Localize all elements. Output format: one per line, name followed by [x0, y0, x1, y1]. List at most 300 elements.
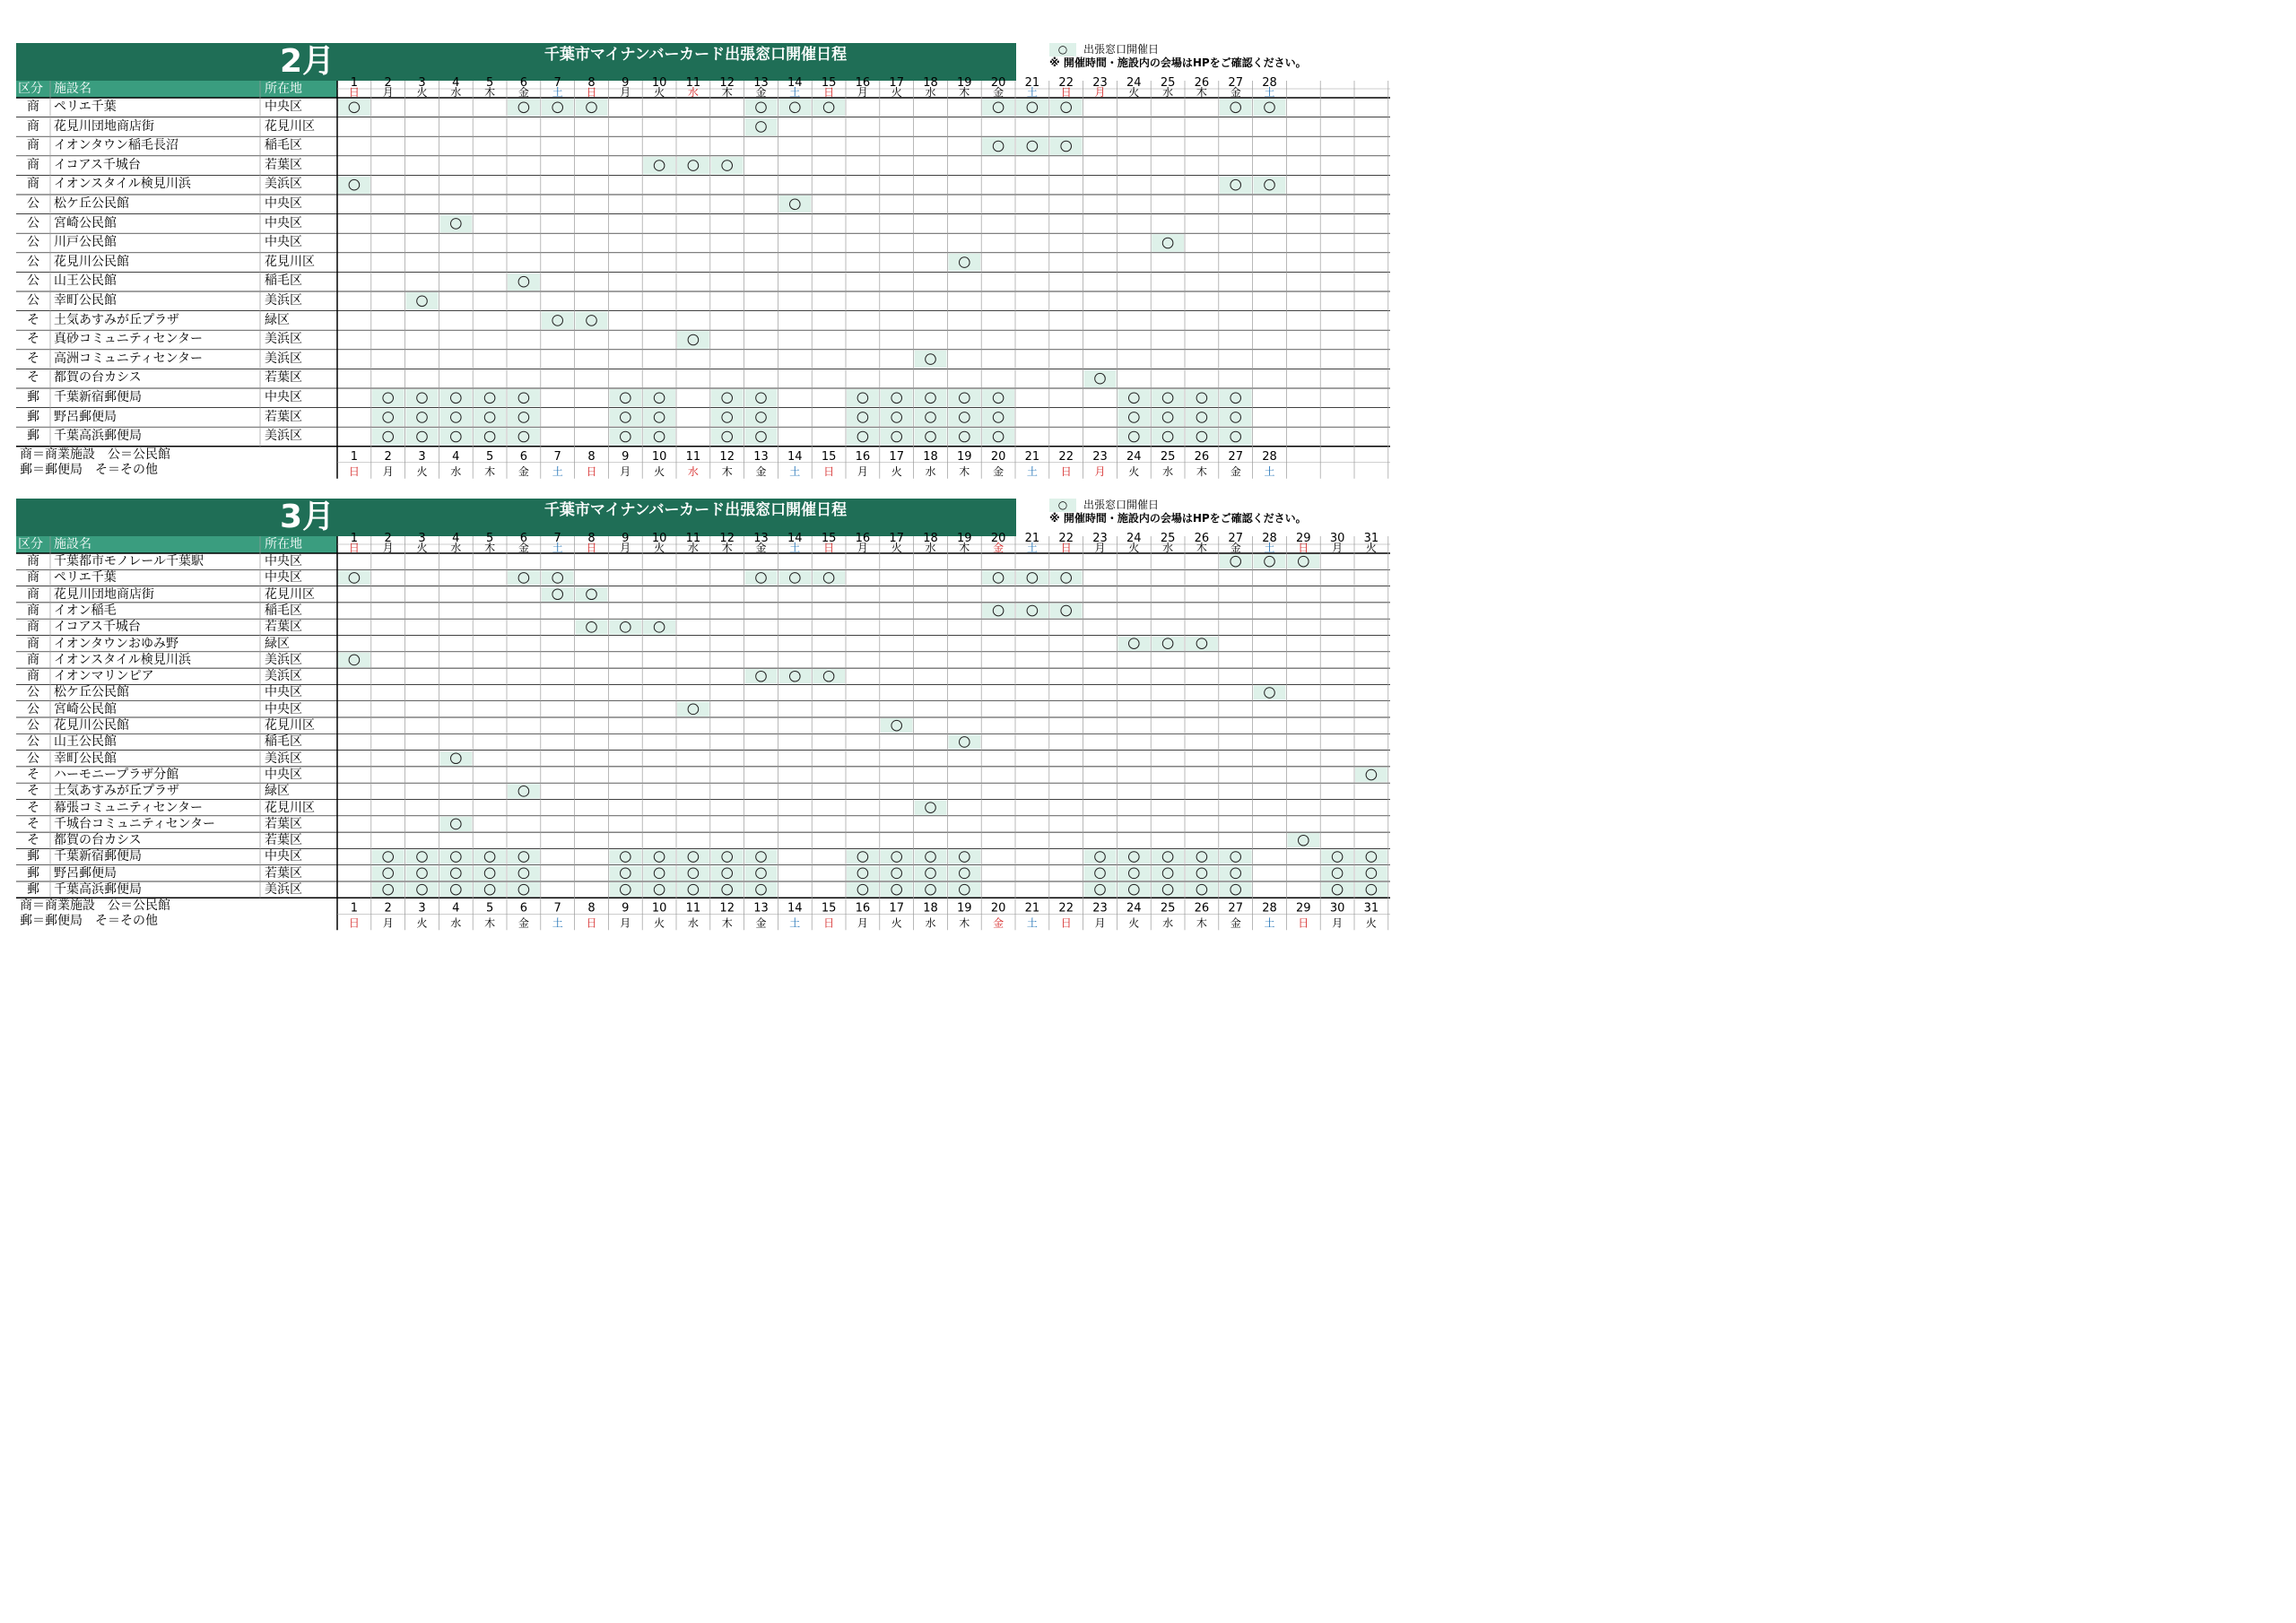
mark-cell [406, 428, 439, 446]
day-number: 2 [384, 532, 392, 545]
footer-weekday-label: 日 [823, 916, 835, 930]
day-number: 28 [1262, 532, 1277, 545]
day-number: 15 [821, 76, 837, 90]
mark-cell [1084, 369, 1117, 387]
facility-category: 商 [27, 118, 39, 134]
day-number: 12 [719, 76, 735, 90]
facility-row [16, 117, 337, 137]
day-number: 1 [350, 76, 359, 90]
facility-name: 宮崎公民館 [54, 701, 117, 716]
footer-day-number: 3 [418, 449, 426, 464]
mark-cell [406, 409, 439, 427]
mark-cell [948, 389, 980, 407]
facility-name: 真砂コミュニティセンター [54, 332, 204, 347]
day-number: 16 [855, 532, 871, 545]
weekday-label: 水 [687, 542, 699, 554]
facility-row [16, 253, 337, 273]
mark-cell [677, 157, 709, 175]
march-schedule [16, 499, 1390, 930]
facility-category: 郵 [27, 865, 39, 881]
mark-cell [847, 428, 879, 446]
footer-day-number: 6 [519, 449, 528, 464]
mark-cell [982, 428, 1014, 446]
footer-day-number: 16 [855, 449, 871, 464]
mark-cell [609, 428, 641, 446]
weekday-label: 火 [891, 542, 902, 554]
facility-row [16, 388, 337, 408]
facility-name: 幕張コミュニティセンター [54, 800, 204, 815]
legend-mark-label: 出張窓口開催日 [1083, 43, 1160, 56]
weekday-label: 水 [1162, 86, 1174, 99]
footer-weekday-label: 月 [1094, 916, 1106, 930]
mark-cell [1220, 176, 1252, 194]
facility-category: 公 [27, 685, 39, 700]
facility-row [16, 668, 337, 684]
footer-legend [20, 447, 170, 478]
facility-row [16, 136, 337, 156]
facility-ward: 若葉区 [265, 833, 302, 848]
day-number: 22 [1058, 76, 1074, 90]
facility-name: 千城台コミュニティセンター [54, 816, 216, 831]
mark-cell [1186, 409, 1218, 427]
facility-name: 千葉都市モノレール千葉駅 [54, 554, 204, 568]
facility-ward: 若葉区 [265, 157, 302, 172]
facility-name: 松ケ丘公民館 [54, 196, 129, 211]
facility-ward: 花見川区 [265, 586, 315, 602]
column-header-name: 施設名 [54, 537, 91, 551]
facility-ward: 若葉区 [265, 370, 302, 386]
mark-cell [439, 215, 472, 233]
weekday-label: 火 [1365, 542, 1377, 554]
mark-cell [1050, 99, 1083, 117]
footer-day-number: 14 [787, 901, 803, 916]
facility-ward: 若葉区 [265, 620, 302, 635]
footer-day-number: 28 [1262, 901, 1277, 916]
facility-ward: 中央区 [265, 215, 302, 230]
footer-weekday-label: 木 [959, 916, 970, 930]
day-number: 9 [622, 532, 630, 545]
mark-cell [439, 389, 472, 407]
footer-day-number: 19 [957, 901, 972, 916]
facility-ward: 花見川区 [265, 118, 315, 134]
day-number: 9 [622, 76, 630, 90]
mark-cell [474, 409, 506, 427]
day-number: 6 [519, 76, 528, 90]
day-number: 10 [651, 532, 667, 545]
mark-cell [711, 428, 744, 446]
day-number: 8 [587, 76, 596, 90]
day-number: 12 [719, 532, 735, 545]
facility-category: 商 [27, 138, 39, 153]
facility-row [16, 684, 337, 700]
facility-ward: 稲毛区 [265, 603, 302, 618]
footer-day-number: 13 [753, 901, 769, 916]
facility-name: 花見川団地商店街 [54, 118, 154, 134]
facility-ward: 若葉区 [265, 816, 302, 831]
facility-category: 商 [27, 100, 39, 114]
facility-category: 郵 [27, 849, 39, 864]
facility-ward: 稲毛区 [265, 138, 302, 153]
day-number: 20 [990, 532, 1006, 545]
footer-weekday-label: 日 [1060, 916, 1072, 930]
mark-cell [1254, 176, 1286, 194]
footer-weekday-label: 水 [450, 916, 462, 930]
footer-day-number: 13 [753, 449, 769, 464]
mark-cell [711, 157, 744, 175]
weekday-label: 月 [1094, 86, 1106, 99]
weekday-label: 金 [755, 86, 767, 99]
mark-cell [508, 99, 540, 117]
facility-row [16, 733, 337, 750]
footer-day-number: 11 [685, 449, 701, 464]
facility-name: イオンスタイル検見川浜 [54, 177, 191, 192]
day-number: 7 [553, 76, 561, 90]
footer-weekday-label: 土 [789, 916, 801, 930]
mark-cell [677, 331, 709, 349]
mark-cell [881, 428, 913, 446]
footer-weekday-label: 水 [1162, 464, 1174, 478]
footer-day-number: 7 [553, 901, 561, 916]
facility-category: 郵 [27, 882, 39, 897]
facility-name: 川戸公民館 [54, 235, 117, 250]
footer-weekday-label: 日 [348, 464, 360, 478]
facility-category: 商 [27, 620, 39, 635]
mark-cell [745, 118, 778, 136]
day-number: 14 [787, 76, 803, 90]
footer-day-number: 27 [1228, 901, 1243, 916]
day-number: 25 [1160, 532, 1176, 545]
facility-name: 野呂郵便局 [54, 865, 117, 881]
footer-day-number: 20 [990, 449, 1006, 464]
footer-weekday-label: 金 [993, 464, 1004, 478]
mark-cell [745, 99, 778, 117]
footer-weekday-label: 水 [450, 464, 462, 478]
facility-name: 幸町公民館 [54, 751, 117, 766]
footer-weekday-label: 土 [1026, 916, 1038, 930]
circle-mark-icon: ○ [1049, 43, 1076, 56]
mark-cell [542, 312, 574, 330]
day-number: 19 [957, 532, 972, 545]
footer-weekday-label: 木 [1196, 464, 1207, 478]
day-number: 29 [1296, 532, 1311, 545]
facility-ward: 美浜区 [265, 882, 302, 897]
day-number: 1 [350, 532, 359, 545]
facility-name: イオンマリンピア [54, 669, 154, 684]
facility-ward: 稲毛区 [265, 734, 302, 750]
day-number: 8 [587, 532, 596, 545]
facility-row [16, 156, 337, 176]
day-number: 18 [923, 76, 938, 90]
facility-ward: 中央区 [265, 235, 302, 250]
facility-name: 野呂郵便局 [54, 409, 117, 424]
facility-row [16, 701, 337, 717]
weekday-label: 日 [348, 86, 360, 99]
mark-cell [1220, 409, 1252, 427]
facility-ward: 若葉区 [265, 409, 302, 424]
facility-ward: 中央区 [265, 390, 302, 404]
weekday-label: 土 [789, 86, 801, 99]
footer-weekday-label: 月 [620, 464, 631, 478]
weekday-label: 金 [755, 542, 767, 554]
mark-cell [609, 389, 641, 407]
mark-cell [508, 273, 540, 291]
facility-name: 幸町公民館 [54, 293, 117, 308]
schedule-title: 千葉市マイナンバーカード出張窓口開催日程 [544, 501, 848, 519]
day-number: 22 [1058, 532, 1074, 545]
footer-weekday-label: 月 [857, 464, 868, 478]
facility-ward: 花見川区 [265, 254, 315, 269]
facility-category: そ [27, 351, 39, 366]
facility-row [16, 652, 337, 668]
facility-row [16, 553, 337, 569]
footer-weekday-label: 木 [721, 464, 733, 478]
month-label: 3月 [279, 499, 335, 535]
facility-row [16, 408, 337, 428]
weekday-label: 火 [416, 86, 428, 99]
mark-cell [1118, 389, 1150, 407]
facility-name: 土気あすみが丘プラザ [54, 312, 179, 327]
footer-weekday-label: 土 [552, 916, 563, 930]
facility-category: 郵 [27, 390, 39, 404]
mark-cell [439, 409, 472, 427]
weekday-label: 水 [925, 542, 936, 554]
footer-weekday-label: 火 [1128, 464, 1140, 478]
weekday-label: 日 [823, 542, 835, 554]
facility-row [16, 816, 337, 832]
weekday-label: 日 [1060, 86, 1072, 99]
footer-weekday-label: 木 [959, 464, 970, 478]
facility-name: イオンスタイル検見川浜 [54, 652, 191, 667]
mark-cell [915, 351, 947, 369]
mark-cell [338, 99, 370, 117]
facility-name: イオンタウンおゆみ野 [54, 636, 179, 651]
facility-category: 商 [27, 636, 39, 651]
day-number: 25 [1160, 76, 1176, 90]
footer-day-number: 29 [1296, 901, 1311, 916]
facility-name: 千葉新宿郵便局 [54, 849, 142, 864]
footer-weekday-label: 日 [823, 464, 835, 478]
weekday-label: 金 [993, 542, 1004, 554]
footer-day-number: 2 [384, 901, 392, 916]
weekday-label: 木 [721, 86, 733, 99]
day-number: 23 [1092, 532, 1108, 545]
mark-cell [1254, 99, 1286, 117]
facility-category: 商 [27, 652, 39, 667]
weekday-label: 木 [484, 542, 496, 554]
facility-ward: 中央区 [265, 849, 302, 864]
footer-legend-line2: 郵＝郵便局 そ＝その他 [20, 462, 158, 477]
mark-cell [948, 428, 980, 446]
footer-day-number: 15 [821, 901, 837, 916]
facility-row [16, 291, 337, 311]
day-number: 2 [384, 76, 392, 90]
facility-ward: 稲毛区 [265, 273, 302, 289]
footer-day-number: 22 [1058, 449, 1074, 464]
day-number: 19 [957, 76, 972, 90]
mark-cell [474, 389, 506, 407]
legend-note: ※ 開催時間・施設内の会場はHPをご確認ください。 [1049, 512, 1307, 525]
facility-category: そ [27, 332, 39, 347]
weekday-label: 火 [1128, 542, 1140, 554]
footer-day-number: 25 [1160, 901, 1176, 916]
facility-ward: 美浜区 [265, 293, 302, 308]
facility-category: 商 [27, 570, 39, 586]
weekday-label: 金 [1230, 542, 1241, 554]
facility-name: 土気あすみが丘プラザ [54, 784, 179, 799]
facility-name: 花見川公民館 [54, 254, 129, 269]
footer-day-number: 16 [855, 901, 871, 916]
facility-name: 高洲コミュニティセンター [54, 351, 204, 366]
weekday-label: 火 [891, 86, 902, 99]
mark-cell [1152, 234, 1184, 252]
facility-ward: 美浜区 [265, 652, 302, 667]
weekday-label: 月 [857, 542, 868, 554]
footer-weekday-label: 月 [382, 464, 394, 478]
facility-category: 公 [27, 254, 39, 269]
footer-weekday-label: 水 [1162, 916, 1174, 930]
footer-weekday-label: 水 [687, 464, 699, 478]
footer-day-number: 30 [1329, 901, 1345, 916]
facility-category: 公 [27, 293, 39, 308]
mark-cell [847, 409, 879, 427]
day-number: 15 [821, 532, 837, 545]
footer-weekday-label: 金 [517, 916, 529, 930]
facility-ward: 美浜区 [265, 332, 302, 347]
footer-weekday-label: 月 [620, 916, 631, 930]
facility-name: 山王公民館 [54, 273, 117, 289]
footer-legend-line2: 郵＝郵便局 そ＝その他 [20, 914, 158, 929]
column-header-ward: 所在地 [265, 537, 302, 551]
facility-row [16, 603, 337, 619]
facility-category: 公 [27, 196, 39, 211]
footer-day-number: 2 [384, 449, 392, 464]
footer-weekday-label: 土 [1264, 464, 1275, 478]
facility-category: 公 [27, 718, 39, 733]
mark-cell [948, 409, 980, 427]
mark-cell [813, 99, 845, 117]
weekday-label: 木 [959, 86, 970, 99]
weekday-label: 木 [1196, 542, 1207, 554]
footer-weekday-label: 金 [517, 464, 529, 478]
footer-weekday-label: 月 [1332, 916, 1344, 930]
facility-category: 公 [27, 701, 39, 716]
facility-ward: 花見川区 [265, 800, 315, 815]
mark-cell [643, 157, 675, 175]
footer-day-number: 22 [1058, 901, 1074, 916]
facility-row [16, 427, 337, 447]
footer-day-number: 19 [957, 449, 972, 464]
mark-cell [847, 389, 879, 407]
footer-weekday-label: 月 [857, 916, 868, 930]
day-number: 18 [923, 532, 938, 545]
facility-ward: 若葉区 [265, 865, 302, 881]
footer-weekday-label: 火 [1365, 916, 1377, 930]
footer-day-number: 11 [685, 901, 701, 916]
footer-day-number: 31 [1363, 901, 1379, 916]
footer-weekday-label: 土 [789, 464, 801, 478]
day-number: 17 [889, 76, 904, 90]
facility-row [16, 800, 337, 816]
facility-row [16, 175, 337, 195]
facility-category: 商 [27, 603, 39, 618]
mark-cell [745, 389, 778, 407]
facility-row [16, 865, 337, 881]
facility-row [16, 98, 337, 117]
facility-name: ペリエ千葉 [54, 570, 117, 586]
facility-category: 公 [27, 235, 39, 250]
facility-name: イコアス千城台 [54, 620, 141, 635]
circle-mark-icon: ○ [1049, 499, 1076, 512]
facility-ward: 美浜区 [265, 429, 302, 444]
facility-row [16, 767, 337, 783]
facility-row [16, 233, 337, 253]
mark-cell [745, 428, 778, 446]
facility-ward: 緑区 [265, 784, 290, 799]
footer-day-number: 15 [821, 449, 837, 464]
facility-ward: 花見川区 [265, 718, 315, 733]
facility-row [16, 636, 337, 652]
footer-day-number: 20 [990, 901, 1006, 916]
footer-day-number: 23 [1092, 449, 1108, 464]
schedule-title: 千葉市マイナンバーカード出張窓口開催日程 [544, 46, 848, 64]
facility-row [16, 369, 337, 388]
facility-name: 千葉新宿郵便局 [54, 390, 142, 404]
day-number: 27 [1228, 76, 1243, 90]
footer-weekday-label: 金 [1230, 916, 1241, 930]
footer-day-number: 4 [452, 449, 460, 464]
weekday-label: 水 [450, 542, 462, 554]
weekday-label: 金 [1230, 86, 1241, 99]
mark-cell [881, 409, 913, 427]
footer-weekday-label: 火 [891, 464, 902, 478]
facility-name: 都賀の台カシス [54, 833, 142, 848]
mark-cell [474, 428, 506, 446]
footer-weekday-label: 金 [755, 916, 767, 930]
weekday-label: 土 [1026, 542, 1038, 554]
footer-day-number: 18 [923, 449, 938, 464]
weekday-label: 土 [789, 542, 801, 554]
footer-legend-line1: 商＝商業施設 公＝公民館 [20, 898, 170, 914]
footer-day-number: 18 [923, 901, 938, 916]
footer-day-number: 12 [719, 449, 735, 464]
footer-weekday-label: 金 [755, 464, 767, 478]
mark-cell [338, 176, 370, 194]
facility-name: 千葉高浜郵便局 [54, 429, 142, 444]
mark-cell [982, 99, 1014, 117]
weekday-label: 日 [348, 542, 360, 554]
weekday-label: 日 [823, 86, 835, 99]
mark-cell [778, 195, 811, 213]
day-number: 31 [1363, 532, 1379, 545]
day-number: 5 [485, 532, 494, 545]
facility-ward: 中央区 [265, 767, 302, 782]
day-number: 4 [452, 76, 460, 90]
footer-weekday-label: 月 [1094, 464, 1106, 478]
day-number: 24 [1126, 532, 1142, 545]
day-number: 6 [519, 532, 528, 545]
weekday-label: 月 [1332, 542, 1344, 554]
column-header-ward: 所在地 [265, 82, 302, 96]
weekday-label: 金 [517, 542, 529, 554]
footer-day-number: 12 [719, 901, 735, 916]
day-number: 20 [990, 76, 1006, 90]
facility-category: 公 [27, 215, 39, 230]
facility-ward: 中央区 [265, 685, 302, 700]
facility-ward: 緑区 [265, 636, 290, 651]
mark-cell [1152, 428, 1184, 446]
weekday-label: 火 [654, 86, 665, 99]
footer-day-number: 24 [1126, 901, 1142, 916]
